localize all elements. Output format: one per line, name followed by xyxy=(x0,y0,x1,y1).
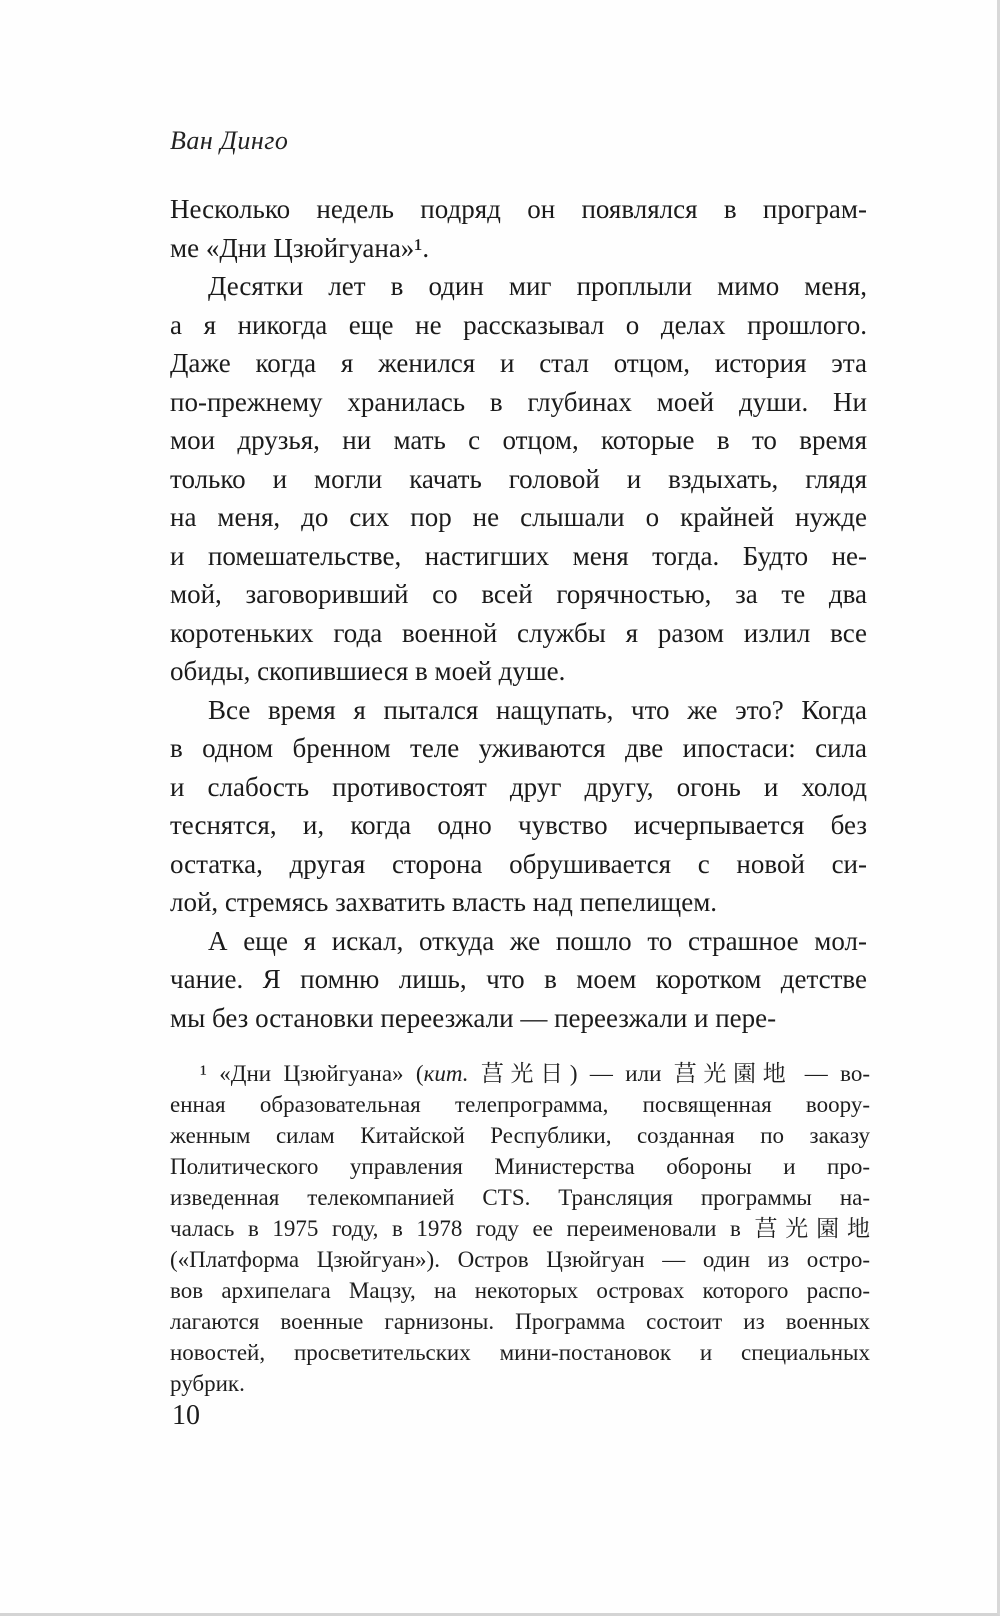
text-line: лой, стремясь захватить власть над пепелищем. xyxy=(170,887,718,917)
paragraph xyxy=(170,691,867,922)
text-line: и помешательстве, настигших меня тогда. Будто не- xyxy=(170,540,867,571)
text-line: мои друзья, ни мать с отцом, которые в то время xyxy=(170,425,867,455)
text-line: Политического управления Министерства обороны и про- xyxy=(170,1154,870,1179)
footnote xyxy=(170,1058,870,1399)
text-line: на меня, до сих пор не слышали о крайней нужде xyxy=(170,502,867,532)
text-line xyxy=(170,1058,870,1089)
text-line: изведенная телекомпанией CTS. Трансляция программы на- xyxy=(170,1185,870,1210)
italic-text-segment: кит. xyxy=(423,1061,469,1086)
page-number: 10 xyxy=(172,1400,200,1431)
paragraph xyxy=(170,190,867,267)
running-header-author: Ван Динго xyxy=(170,126,289,155)
text-line: А еще я искал, откуда же пошло то страшное мол- xyxy=(208,925,867,956)
text-line: теснятся, и, когда одно чувство исчерпывается без xyxy=(170,810,867,840)
text-line: енная образовательная телепрограмма, посвященная воору- xyxy=(170,1092,870,1117)
text-line: в одном бренном теле уживаются две ипостаси: сила xyxy=(170,733,867,763)
text-line: Несколько недель подряд он появлялся в програм- xyxy=(170,194,867,224)
text-line: коротеньких года военной службы я разом излил все xyxy=(170,617,867,648)
text-line: ме «Дни Цзюйгуана»¹. xyxy=(170,232,430,263)
text-line: мы без остановки переезжали — переезжали и пере- xyxy=(170,1002,777,1033)
text-line: лагаются военные гарнизоны. Программа состоит из военных xyxy=(170,1309,870,1334)
text-line: мой, заговоривший со всей горячностью, за те два xyxy=(170,579,867,609)
text-line: остатка, другая сторона обрушивается с новой си- xyxy=(170,848,867,879)
text-segment: ¹ «Дни Цзюйгуана» ( xyxy=(200,1061,424,1086)
paragraph xyxy=(170,922,867,1038)
text-line: Даже когда я женился и стал отцом, история эта xyxy=(170,348,867,378)
text-segment: 莒光日) — или 莒光園地 — во- xyxy=(468,1061,870,1086)
paragraph xyxy=(170,267,867,691)
body-text xyxy=(170,190,867,1037)
text-line: Десятки лет в один миг проплыли мимо меня, xyxy=(208,271,867,301)
text-line: женным силам Китайской Республики, созданная по заказу xyxy=(170,1123,870,1148)
text-line: по-прежнему хранилась в глубинах моей души. Ни xyxy=(170,386,867,417)
text-line: и слабость противостоят друг другу, огонь и холод xyxy=(170,771,867,802)
text-line: Все время я пытался нащупать, что же это? Когда xyxy=(208,694,867,725)
text-line: («Платформа Цзюйгуан»). Остров Цзюйгуан — один из остро- xyxy=(170,1247,870,1272)
text-line: только и могли качать головой и вздыхать, глядя xyxy=(170,463,867,494)
text-line: обиды, скопившиеся в моей душе. xyxy=(170,656,566,686)
text-line: новостей, просветительских мини-постановок и специальных xyxy=(170,1340,870,1365)
text-line: рубрик. xyxy=(170,1371,245,1396)
text-line: вов архипелага Мацзу, на некоторых островах которого распо- xyxy=(170,1278,870,1303)
text-line: а я никогда еще не рассказывал о делах прошлого. xyxy=(170,309,867,340)
text-line: чалась в 1975 году, в 1978 году ее переименовали в 莒光園地 xyxy=(170,1216,870,1241)
paragraph xyxy=(170,1058,870,1399)
text-line: чание. Я помню лишь, что в моем коротком детстве xyxy=(170,964,867,994)
